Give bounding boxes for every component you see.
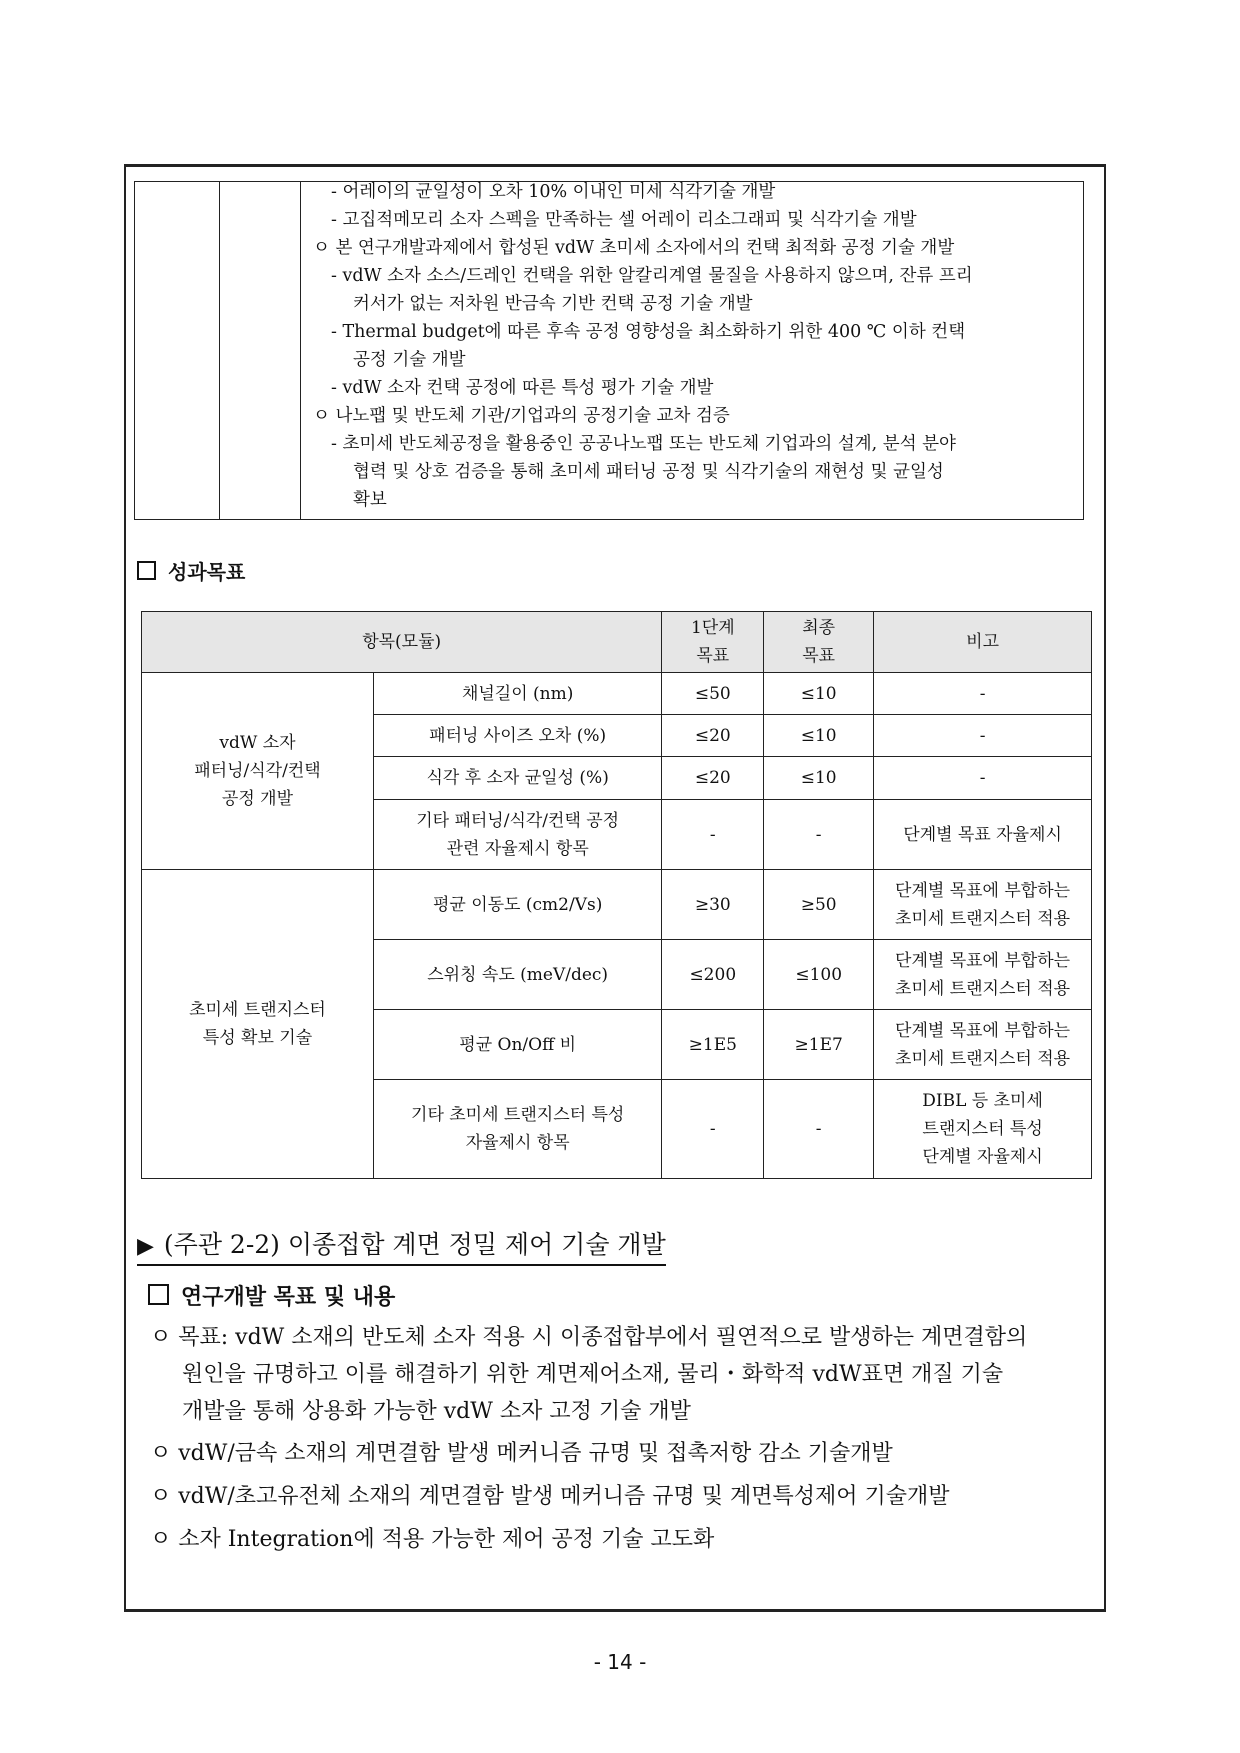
final-cell: - — [764, 1080, 874, 1179]
page-number: - 14 - — [593, 1650, 647, 1674]
stage1-cell: - — [662, 1080, 764, 1179]
header-final — [764, 612, 874, 673]
note-line: 단계별 자율제시 — [922, 1147, 1043, 1167]
triangle-bullet-icon: ▶ — [137, 1234, 154, 1259]
item-line: 평균 이동도 (cm2/Vs) — [432, 894, 603, 915]
item-line: 평균 On/Off 비 — [459, 1034, 576, 1055]
cont-line: - 초미세 반도체공정을 활용중인 공공나노팹 또는 반도체 기업과의 설계, 분석 분야 — [331, 434, 956, 454]
group-name-line: 초미세 트랜지스터 — [189, 1000, 326, 1020]
item-cell — [373, 1080, 661, 1179]
body-line: 개발을 통해 상용화 가능한 vdW 소자 고정 기술 개발 — [182, 1399, 691, 1424]
item-cell — [373, 800, 661, 870]
item-cell — [373, 715, 661, 757]
stage1-cell: ≥30 — [662, 870, 764, 940]
section-subheading-text: 연구개발 목표 및 내용 — [181, 1284, 396, 1310]
cont-line: 협력 및 상호 검증을 통해 초미세 패터닝 공정 및 식각기술의 재현성 및 균일성 — [353, 462, 944, 482]
stage1-cell: - — [662, 800, 764, 870]
header-stage1-line: 1단계 — [690, 618, 735, 638]
section-subheading — [148, 1280, 395, 1311]
group-name-line: vdW 소자 — [219, 733, 296, 753]
group-name — [142, 673, 374, 870]
final-cell: - — [764, 800, 874, 870]
header-stage1-line: 목표 — [696, 646, 730, 666]
cont-line: - 어레이의 균일성이 오차 10% 이내인 미세 식각기술 개발 — [331, 182, 776, 202]
checkbox-square-icon — [148, 1284, 169, 1305]
body-line: 원인을 규명하고 이를 해결하기 위한 계면제어소재, 물리・화학적 vdW표면 개질 기술 — [182, 1362, 1004, 1387]
note-line: 단계별 목표 자율제시 — [903, 824, 1062, 845]
note-cell — [874, 800, 1092, 870]
header-note: 비고 — [874, 612, 1092, 673]
note-line: 초미세 트랜지스터 적용 — [895, 978, 1071, 999]
body-line: ㅇ 목표: vdW 소재의 반도체 소자 적용 시 이종접합부에서 필연적으로 발생하는 계면결함의 — [150, 1325, 1028, 1350]
item-line: 자율제시 항목 — [465, 1133, 570, 1153]
item-cell — [373, 940, 661, 1010]
continuation-col-2 — [219, 182, 301, 519]
stage1-cell: ≤200 — [662, 940, 764, 1010]
item-line: 채널길이 (nm) — [461, 683, 574, 704]
stage1-cell: ≤20 — [662, 757, 764, 800]
outcome-table — [141, 611, 1092, 1179]
continuation-table — [134, 181, 1084, 520]
cont-line: ㅇ 나노팹 및 반도체 기관/기업과의 공정기술 교차 검증 — [313, 406, 730, 426]
outcome-heading-text: 성과목표 — [168, 560, 246, 584]
cont-line: - Thermal budget에 따른 후속 공정 영향성을 최소화하기 위한 400 ℃ 이하 컨택 — [331, 322, 966, 342]
note-cell — [874, 870, 1092, 940]
cont-line: - vdW 소자 컨택 공정에 따른 특성 평가 기술 개발 — [331, 378, 714, 398]
note-cell — [874, 715, 1092, 757]
final-cell: ≥1E7 — [764, 1010, 874, 1080]
note-cell — [874, 1010, 1092, 1080]
note-line: 단계별 목표에 부합하는 — [895, 880, 1071, 901]
final-cell: ≤100 — [764, 940, 874, 1010]
note-line: - — [979, 683, 986, 704]
item-line: 패터닝 사이즈 오차 (%) — [429, 725, 607, 746]
note-line: - — [979, 768, 986, 788]
note-line: DIBL 등 초미세 — [922, 1091, 1043, 1111]
item-cell — [373, 1010, 661, 1080]
item-line: 기타 패터닝/식각/컨택 공정 — [416, 810, 620, 831]
table-row — [142, 870, 1092, 940]
note-line: 단계별 목표에 부합하는 — [895, 950, 1071, 971]
item-cell — [373, 870, 661, 940]
item-line: 기타 초미세 트랜지스터 특성 — [411, 1105, 625, 1125]
final-cell: ≤10 — [764, 715, 874, 757]
header-item: 항목(모듈) — [142, 612, 662, 673]
final-cell: ≤10 — [764, 673, 874, 715]
group-name-line: 특성 확보 기술 — [202, 1028, 313, 1048]
group-name-line: 패터닝/식각/컨택 — [194, 761, 321, 781]
stage1-cell: ≤50 — [662, 673, 764, 715]
group-name — [142, 870, 374, 1179]
continuation-content — [301, 182, 1083, 519]
note-cell — [874, 673, 1092, 715]
continuation-col-1 — [135, 182, 220, 519]
body-line: ㅇ vdW/초고유전체 소재의 계면결함 발생 메커니즘 규명 및 계면특성제어 기술개발 — [150, 1484, 950, 1509]
table-row — [142, 673, 1092, 715]
cont-line: ㅇ 본 연구개발과제에서 합성된 vdW 초미세 소자에서의 컨택 최적화 공정 기술 개발 — [313, 238, 955, 258]
section-title-text: (주관 2-2) 이종접합 계면 정밀 제어 기술 개발 — [163, 1230, 666, 1259]
note-cell — [874, 757, 1092, 800]
note-line: 단계별 목표에 부합하는 — [895, 1020, 1071, 1041]
cont-line: - 고집적메모리 소자 스펙을 만족하는 셀 어레이 리소그래피 및 식각기술 개발 — [331, 210, 917, 230]
header-final-line: 목표 — [802, 646, 836, 666]
stage1-cell: ≥1E5 — [662, 1010, 764, 1080]
final-cell: ≥50 — [764, 870, 874, 940]
stage1-cell: ≤20 — [662, 715, 764, 757]
item-cell — [373, 673, 661, 715]
checkbox-square-icon — [137, 561, 156, 580]
outcome-heading — [137, 556, 245, 585]
final-cell: ≤10 — [764, 757, 874, 800]
note-line: 트랜지스터 특성 — [922, 1119, 1043, 1139]
item-cell — [373, 757, 661, 800]
header-final-line: 최종 — [802, 618, 836, 638]
item-line: 관련 자율제시 항목 — [446, 838, 589, 859]
body-line: ㅇ 소자 Integration에 적용 가능한 제어 공정 기술 고도화 — [150, 1527, 715, 1552]
cont-line: - vdW 소자 소스/드레인 컨택을 위한 알칼리계열 물질을 사용하지 않으며, 잔류 프리 — [331, 266, 973, 286]
body-line: ㅇ vdW/금속 소재의 계면결함 발생 메커니즘 규명 및 접촉저항 감소 기술개발 — [150, 1441, 893, 1466]
item-line: 스위칭 속도 (meV/dec) — [427, 964, 609, 985]
note-cell — [874, 940, 1092, 1010]
note-line: 초미세 트랜지스터 적용 — [895, 1048, 1071, 1069]
section-title — [137, 1230, 666, 1266]
cont-line: 커서가 없는 저차원 반금속 기반 컨택 공정 기술 개발 — [353, 294, 753, 314]
group-name-line: 공정 개발 — [221, 789, 294, 809]
cont-line: 확보 — [353, 490, 387, 510]
note-line: - — [979, 725, 986, 746]
note-cell — [874, 1080, 1092, 1179]
header-stage1 — [662, 612, 764, 673]
cont-line: 공정 기술 개발 — [353, 350, 466, 370]
item-line: 식각 후 소자 균일성 (%) — [426, 768, 609, 788]
note-line: 초미세 트랜지스터 적용 — [895, 908, 1071, 929]
